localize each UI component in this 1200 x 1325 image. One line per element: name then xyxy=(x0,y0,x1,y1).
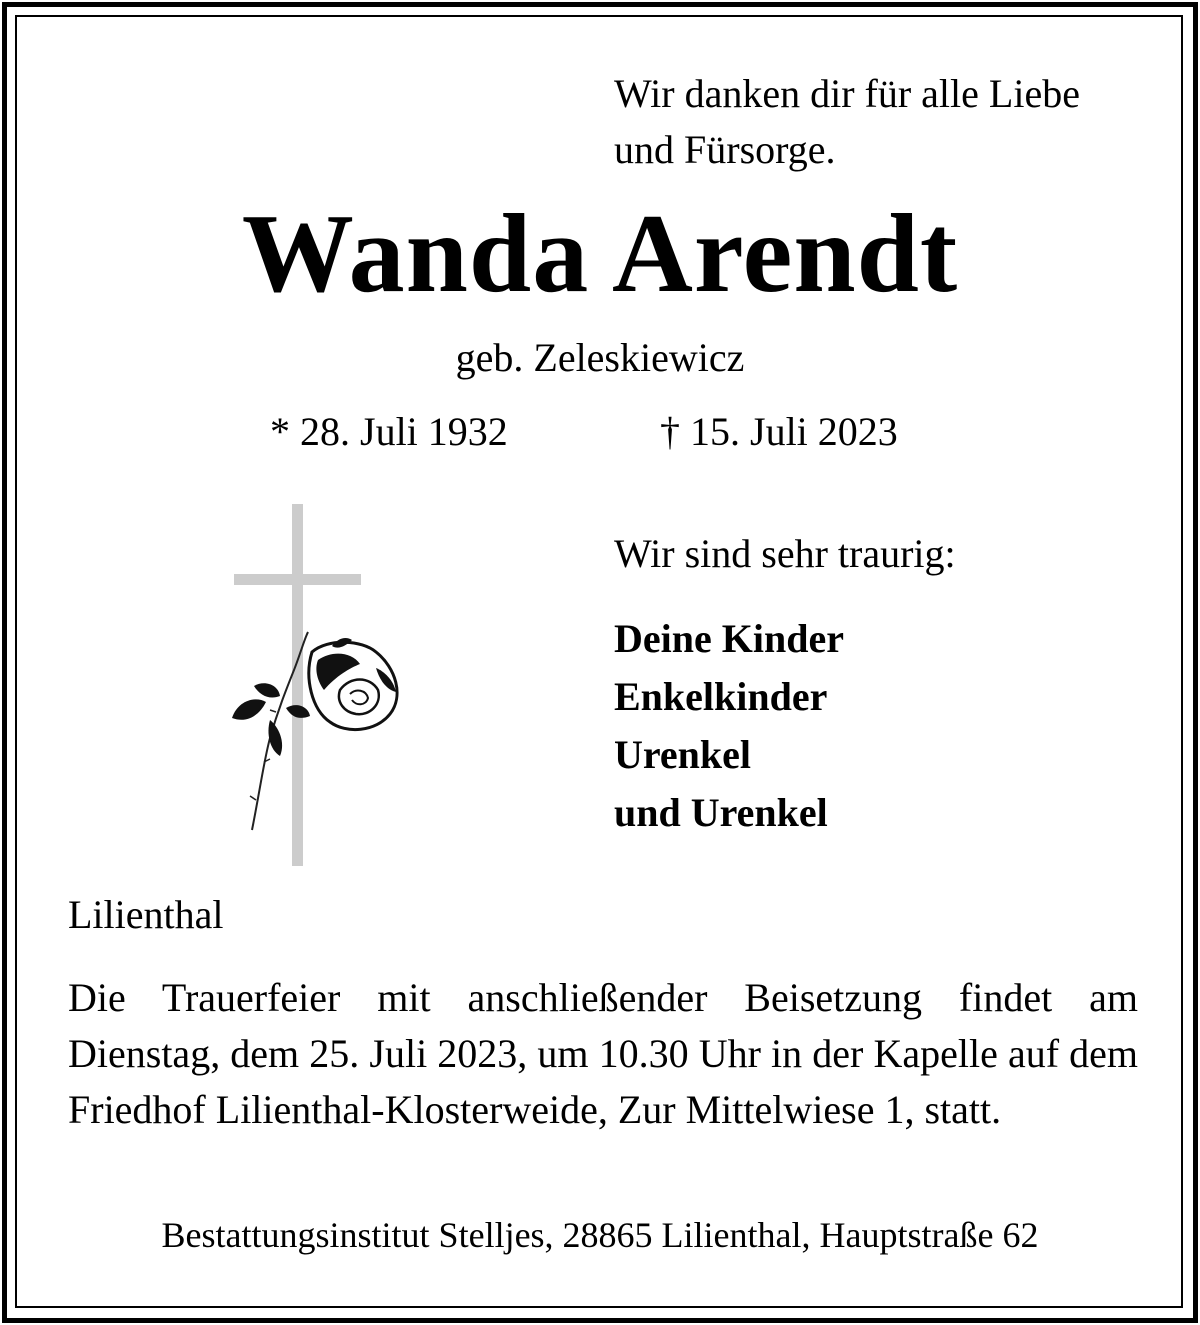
cross-vertical-beam xyxy=(292,504,303,866)
list-item: Urenkel xyxy=(614,732,752,777)
mourners-list xyxy=(614,610,844,842)
funeral-notice: Die Trauerfeier mit anschließender Beisetzung findet am Dienstag, dem 25. Juli 2023, um 10.30 Uhr in der Kapelle auf dem Friedhof Lilienthal-Klosterweide, Zur Mittelwiese 1, statt. xyxy=(68,975,1138,1132)
rose-leaf xyxy=(286,705,310,718)
cross-with-rose-icon xyxy=(220,500,420,870)
deceased-name: Wanda Arendt xyxy=(241,192,959,316)
list-item: Enkelkinder xyxy=(614,674,828,719)
mourners-intro: Wir sind sehr traurig: xyxy=(614,531,956,576)
list-item: und Urenkel xyxy=(614,790,828,835)
quote xyxy=(614,66,1080,178)
quote-line-2: und Fürsorge. xyxy=(614,127,836,172)
funeral-home-footer: Bestattungsinstitut Stelljes, 28865 Lilienthal, Hauptstraße 62 xyxy=(161,1215,1039,1255)
death-date: † 15. Juli 2023 xyxy=(660,409,898,454)
list-item: Deine Kinder xyxy=(614,616,844,661)
birth-date: * 28. Juli 1932 xyxy=(270,409,508,454)
maiden-name: geb. Zeleskiewicz xyxy=(455,335,745,380)
rose-bloom xyxy=(309,638,397,730)
place-name: Lilienthal xyxy=(68,892,224,937)
rose-leaf xyxy=(254,683,280,697)
rose-leaf xyxy=(268,720,282,756)
rose-leaf xyxy=(232,699,266,719)
cross-horizontal-beam xyxy=(234,574,361,585)
quote-line-1: Wir danken dir für alle Liebe xyxy=(614,71,1080,116)
